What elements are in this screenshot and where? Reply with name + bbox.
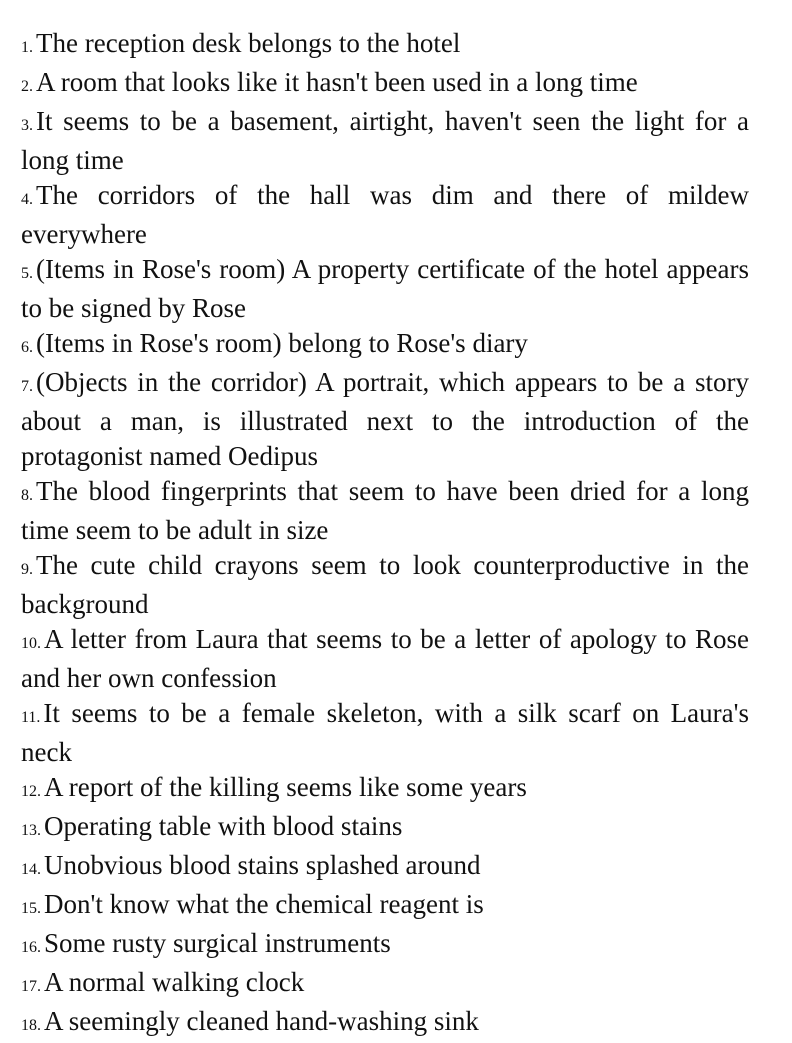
item-number: 2. (21, 78, 33, 95)
item-number: 10. (21, 635, 41, 652)
list-item (21, 887, 749, 926)
item-number: 17. (21, 978, 41, 995)
item-number: 4. (21, 191, 33, 208)
item-text: (Items in Rose's room) belong to Rose's diary (36, 328, 528, 358)
item-number: 14. (21, 861, 41, 878)
numbered-list (21, 26, 749, 1043)
list-item (21, 26, 749, 65)
list-item (21, 926, 749, 965)
item-number: 7. (21, 378, 33, 395)
item-number: 16. (21, 939, 41, 956)
list-item (21, 770, 749, 809)
item-text: It seems to be a female skeleton, with a silk scarf on Laura's neck (21, 698, 749, 767)
item-text: The cute child crayons seem to look counterproductive in the background (21, 550, 749, 619)
list-item (21, 622, 749, 696)
item-number: 18. (21, 1017, 41, 1034)
item-number: 6. (21, 339, 33, 356)
item-number: 3. (21, 117, 33, 134)
list-item (21, 848, 749, 887)
item-text: A letter from Laura that seems to be a letter of apology to Rose and her own confession (21, 624, 749, 693)
item-text: The blood fingerprints that seem to have been dried for a long time seem to be adult in size (21, 476, 749, 545)
item-text: The corridors of the hall was dim and there of mildew everywhere (21, 180, 749, 249)
list-item (21, 809, 749, 848)
item-text: A normal walking clock (44, 967, 305, 997)
list-item (21, 252, 749, 326)
item-number: 11. (21, 709, 41, 726)
list-item (21, 548, 749, 622)
list-item (21, 65, 749, 104)
item-number: 15. (21, 900, 41, 917)
item-text: Unobvious blood stains splashed around (44, 850, 481, 880)
item-text: Don't know what the chemical reagent is (44, 889, 484, 919)
item-text: (Items in Rose's room) A property certificate of the hotel appears to be signed by Rose (21, 254, 749, 323)
item-text: A room that looks like it hasn't been used in a long time (36, 67, 638, 97)
list-item (21, 104, 749, 178)
item-text: It seems to be a basement, airtight, haven't seen the light for a long time (21, 106, 749, 175)
item-number: 12. (21, 783, 41, 800)
list-item (21, 696, 749, 770)
item-text: A report of the killing seems like some years (44, 772, 527, 802)
item-text: (Objects in the corridor) A portrait, which appears to be a story about a man, is illustrated next to the introduction of the protagonist named Oedipus (21, 367, 749, 471)
item-text: Operating table with blood stains (44, 811, 403, 841)
item-number: 13. (21, 822, 41, 839)
list-item (21, 365, 749, 474)
item-text: Some rusty surgical instruments (44, 928, 391, 958)
list-item (21, 474, 749, 548)
item-number: 8. (21, 487, 33, 504)
list-item (21, 178, 749, 252)
item-text: The reception desk belongs to the hotel (36, 28, 461, 58)
list-item (21, 326, 749, 365)
list-item (21, 965, 749, 1004)
item-number: 5. (21, 265, 33, 282)
item-number: 1. (21, 39, 33, 56)
item-text: A seemingly cleaned hand-washing sink (44, 1006, 479, 1036)
item-number: 9. (21, 561, 33, 578)
